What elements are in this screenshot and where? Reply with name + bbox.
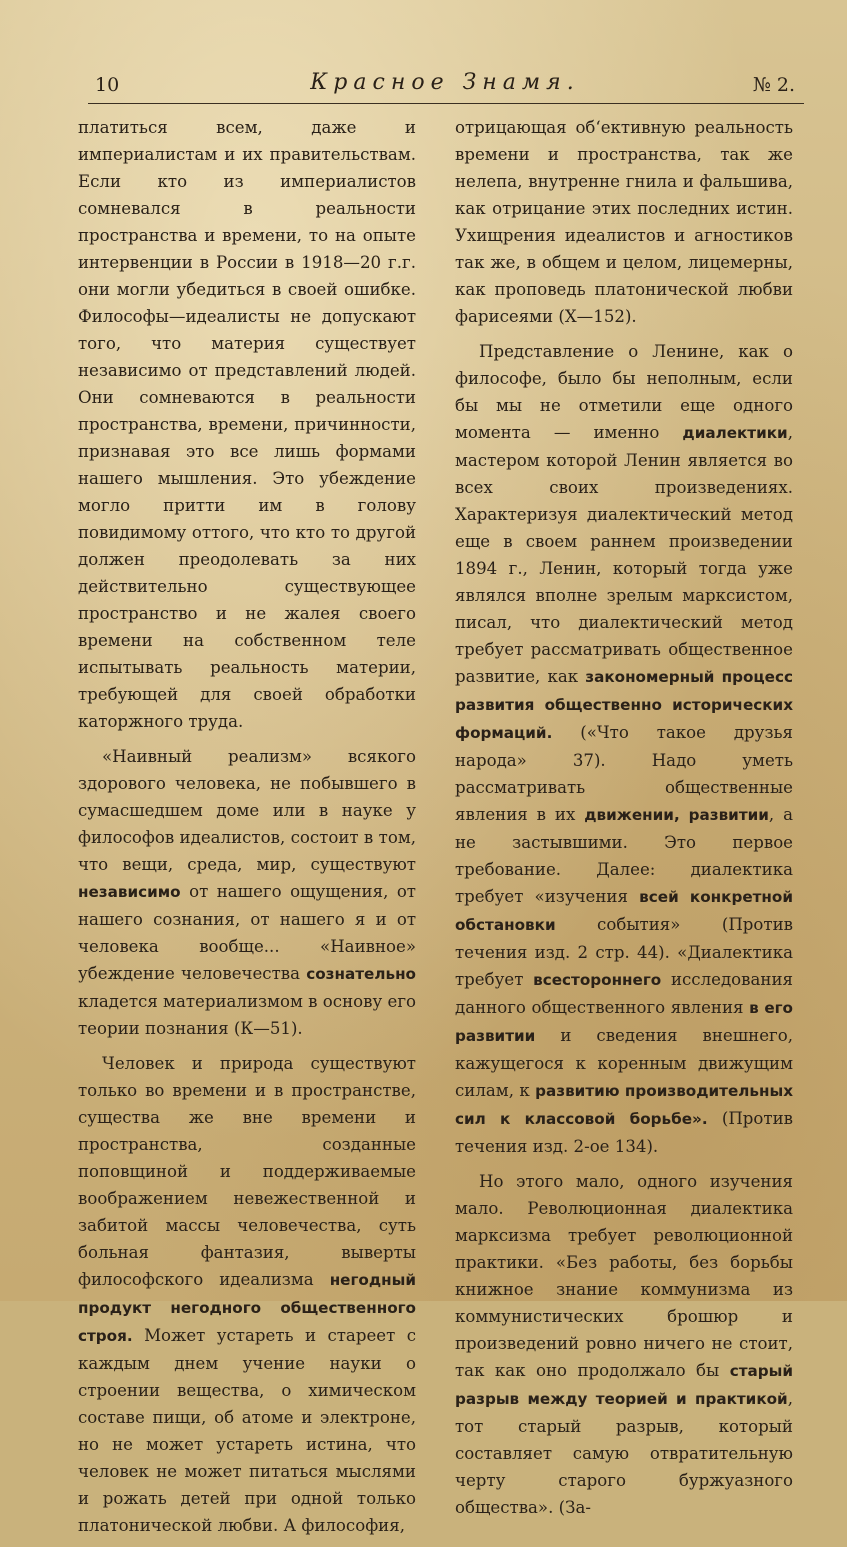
- header-rule: [88, 103, 804, 104]
- page-number: 10: [95, 74, 120, 96]
- bold-emphasis: движении, развитии: [584, 806, 769, 824]
- paragraph: [455, 1168, 793, 1521]
- text-run: отрицающая об‘ективную реальность времени и пространства, так же нелепа, внутренне гнила и фальшива, как отрицание этих последних истин. Ухищрения идеалистов и агностиков так же, в общем и целом, лицемерны, как проповедь платонической любви фарисеями (Х—152).: [455, 118, 793, 326]
- running-header: [95, 70, 795, 104]
- text-run: Человек и природа существуют только во времени и в пространстве, существа же вне времени и пространства, созданные поповщиной и поддерживаемые воображением невежественной и забитой массы человечества, суть больная фантазия, выверты философского идеализма: [78, 1054, 416, 1289]
- bold-emphasis: независимо: [78, 883, 181, 901]
- paragraph: [78, 743, 416, 1042]
- text-run: , тот старый разрыв, который составляет самую отвратительную черту старого буржуазного общества». (За-: [455, 1389, 793, 1517]
- text-run: и сведения внешнего, кажущегося к коренным движущим силам, к: [455, 1026, 793, 1100]
- text-run: исследования данного общественного явления: [455, 970, 793, 1017]
- text-run: Но этого мало, одного изучения мало. Революционная диалектика марксизма требует революционной практики. «Без работы, без борьбы книжное знание коммунизма из коммунистических брошюр и произведений ровно ничего не стоит, так как оно продолжало бы: [455, 1172, 793, 1380]
- bold-emphasis: старый разрыв между теорией и практикой: [455, 1362, 793, 1408]
- paragraph: [455, 338, 793, 1160]
- bold-emphasis: диалектики: [682, 424, 788, 442]
- paragraph: [78, 1050, 416, 1539]
- text-run: платиться всем, даже и империалистам и их правительствам. Если кто из империалистов сомневался в реальности пространства и времени, то на опыте интервенции в России в 1918—20 г.г. они могли убедиться в своей ошибке. Философы—идеалисты не допускают того, что материя существует независимо от представлений людей. Они сомневаются в реальности пространства, времени, причинности, признавая это все лишь формами нашего мышления. Это убеждение могло притти им в голову повидимому оттого, что кто то другой должен преодолевать за них действительно существующее пространство и не жалея своего времени на собственном теле испытывать реальность материи, требующей для своей обработки каторжного труда.: [78, 118, 416, 731]
- issue-number: № 2.: [752, 74, 795, 96]
- text-run: Представление о Ленине, как о философе, было бы неполным, если бы мы не отметили еще одного момента — именно: [455, 342, 793, 442]
- text-run: кладется материализмом в основу его теории познания (К—51).: [78, 992, 417, 1038]
- text-run: Может устареть и стареет с каждым днем учение науки о строении вещества, о химическом составе пищи, об атоме и электроне, но не может устареть истина, что человек не может питаться мыслями и рожать детей при одной только платонической любви. А философия,: [78, 1326, 416, 1535]
- bold-emphasis: всестороннего: [533, 971, 662, 989]
- journal-title: Красное Знамя.: [310, 70, 580, 95]
- text-run: (Против течения изд. 2-ое 134).: [455, 1109, 793, 1156]
- text-run: («Что такое друзья народа» 37). Надо уметь рассматривать общественные явления в их: [455, 723, 793, 824]
- text-run: события» (Против течения изд. 2 стр. 44). «Диалектика требует: [455, 915, 793, 989]
- bold-emphasis: сознательно: [306, 965, 416, 983]
- bold-emphasis: негодный продукт негодного общественного строя.: [78, 1271, 416, 1345]
- text-run: , а не застывшими. Это первое требование. Далее: диалектика требует «изучения: [455, 805, 793, 906]
- text-run: «Наивный реализм» всякого здорового человека, не побывшего в сумасшедшем доме или в науке у философов идеалистов, состоит в том, что вещи, среда, мир, существуют: [78, 747, 416, 874]
- right-column: [455, 114, 793, 1529]
- text-run: от нашего ощущения, от нашего сознания, от нашего я и от человека вообще... «Наивное» убеждение человечества: [78, 882, 416, 983]
- left-column: [78, 114, 416, 1547]
- text-run: , мастером которой Ленин является во всех своих произведениях. Характеризуя диалектический метод еще в своем раннем произведении 1894 г., Ленин, который тогда уже являлся вполне зрелым марксистом, писал, что диалектический метод требует рассматривать общественное развитие, как: [455, 423, 793, 686]
- bold-emphasis: закономерный процесс развития общественно исторических формаций.: [455, 668, 793, 742]
- paragraph: [455, 114, 793, 330]
- bold-emphasis: развитию производительных сил к классовой борьбе».: [455, 1082, 794, 1128]
- paragraph: [78, 114, 416, 735]
- bold-emphasis: всей конкретной обстановки: [455, 888, 793, 934]
- bold-emphasis: в его развитии: [455, 999, 793, 1045]
